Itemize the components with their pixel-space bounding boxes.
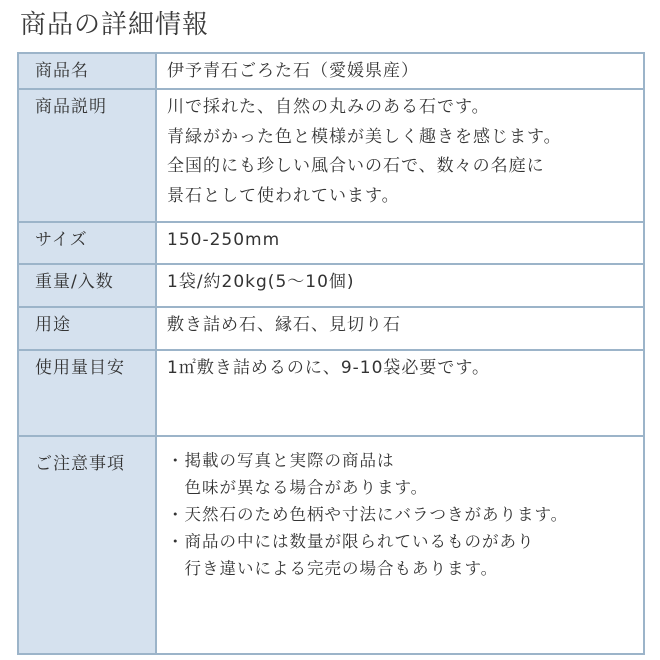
table-row xyxy=(18,89,644,222)
row-label-notes: ご注意事項 xyxy=(18,436,156,654)
row-value-amount-guide xyxy=(156,350,644,436)
row-value-weight xyxy=(156,264,644,307)
value-line: 川で採れた、自然の丸みのある石です。 xyxy=(167,97,490,117)
value-line: ・天然石のため色柄や寸法にバラつきがあります。 xyxy=(167,505,569,524)
value-line: 青緑がかった色と模様が美しく趣きを感じます。 xyxy=(167,126,562,147)
row-value-size xyxy=(156,222,644,264)
value-line: 伊予青石ごろた石（愛媛県産） xyxy=(167,61,419,81)
value-line: 色味が異なる場合があります。 xyxy=(167,478,429,497)
value-line: 景石として使われています。 xyxy=(167,185,400,206)
row-value-description xyxy=(156,89,644,222)
row-label-description: 商品説明 xyxy=(18,89,156,222)
value-line: 1袋/約20kg(5〜10個) xyxy=(167,272,355,292)
value-line: 行き違いによる完売の場合もあります。 xyxy=(167,559,499,578)
table-row xyxy=(18,436,644,654)
table-row xyxy=(18,264,644,307)
value-line: 全国的にも珍しい風合いの石で、数々の名庭に xyxy=(167,156,545,176)
table-row xyxy=(18,53,644,89)
row-value-notes xyxy=(156,436,644,654)
table-row xyxy=(18,307,644,350)
table-row xyxy=(18,222,644,264)
row-value-usage xyxy=(156,307,644,350)
page-title: 商品の詳細情報 xyxy=(20,10,210,40)
row-label-product-name: 商品名 xyxy=(18,53,156,89)
row-label-weight: 重量/入数 xyxy=(18,264,156,307)
row-label-size: サイズ xyxy=(18,222,156,264)
row-value-product-name xyxy=(156,53,644,89)
value-line: 敷き詰め石、縁石、見切り石 xyxy=(167,315,401,335)
value-line: 1㎡敷き詰めるのに、9-10袋必要です。 xyxy=(167,358,491,378)
value-line: ・掲載の写真と実際の商品は xyxy=(167,451,395,470)
row-label-usage: 用途 xyxy=(18,307,156,350)
row-label-amount-guide: 使用量目安 xyxy=(18,350,156,436)
product-details-table xyxy=(17,52,645,655)
table-row xyxy=(18,350,644,436)
value-line: ・商品の中には数量が限られているものがあり xyxy=(167,532,535,551)
value-line: 150-250mm xyxy=(167,230,281,250)
